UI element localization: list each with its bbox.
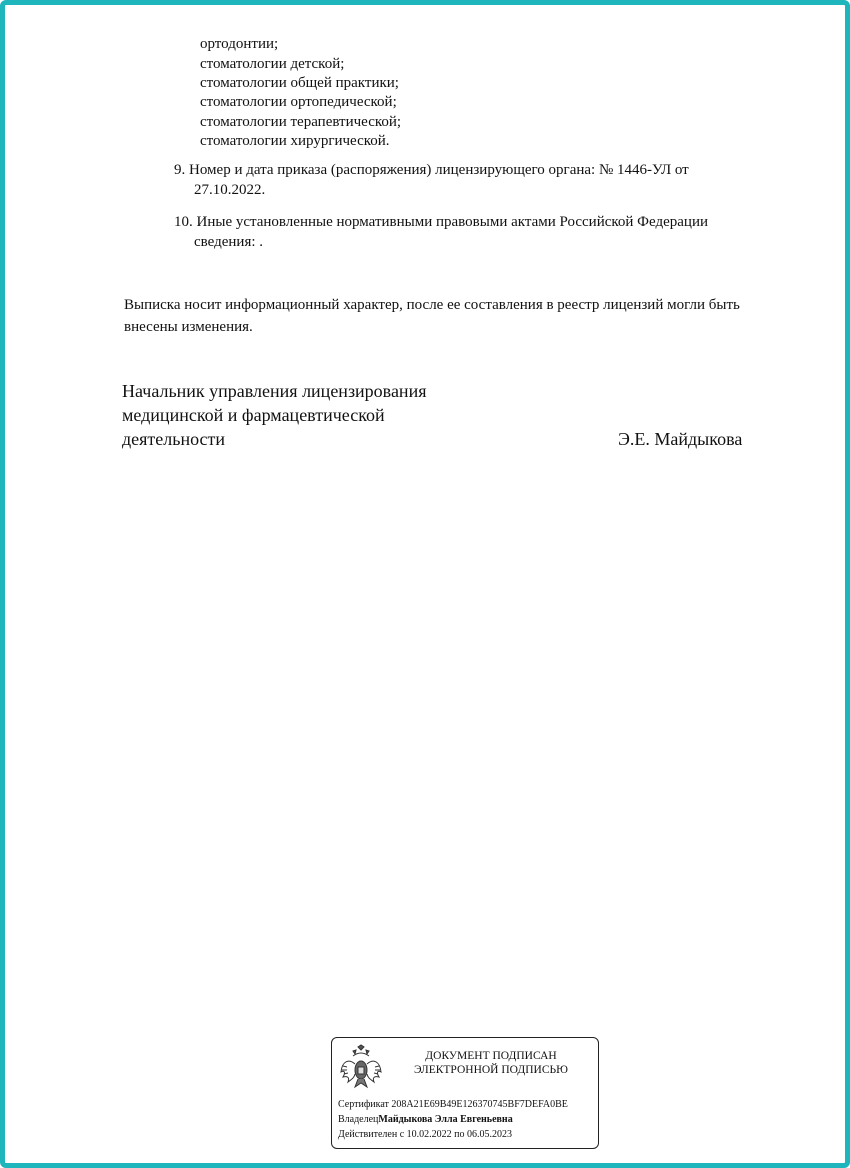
- item-9-line-2: 27.10.2022.: [194, 182, 266, 198]
- specialty-item: стоматологии терапевтической;: [200, 114, 402, 130]
- item-10-line-2: сведения: .: [194, 234, 264, 250]
- specialty-item: стоматологии хирургической.: [200, 133, 390, 149]
- stamp-title-line-2: ЭЛЕКТРОННОЙ ПОДПИСЬЮ: [414, 1064, 568, 1076]
- notice-line-2: внесены изменения.: [124, 319, 253, 335]
- stamp-certificate-label: Сертификат: [338, 1099, 389, 1110]
- specialty-item: стоматологии ортопедической;: [200, 94, 397, 110]
- specialty-item: стоматологии общей практики;: [200, 75, 399, 91]
- stamp-owner-value: Майдыкова Элла Евгеньевна: [378, 1114, 513, 1125]
- notice-line-1: Выписка носит информационный характер, после ее составления в реестр лицензий могли быть: [124, 297, 740, 313]
- stamp-owner-label: Владелец: [338, 1114, 379, 1125]
- signatory-position-line-2: медицинской и фармацевтической: [122, 405, 385, 425]
- signatory-position-line-1: Начальник управления лицензирования: [122, 381, 427, 401]
- specialty-item: стоматологии детской;: [200, 56, 345, 72]
- coat-of-arms-icon: [338, 1044, 384, 1094]
- signatory-position-line-3: деятельности: [122, 429, 226, 449]
- stamp-certificate-value: 208A21E69B49E126370745BF7DEFA0BE: [391, 1099, 568, 1110]
- stamp-title-line-1: ДОКУМЕНТ ПОДПИСАН: [425, 1050, 557, 1062]
- item-10-line-1: 10. Иные установленные нормативными правовыми актами Российской Федерации: [174, 214, 709, 230]
- specialty-item: ортодонтии;: [200, 36, 279, 52]
- item-9-line-1: 9. Номер и дата приказа (распоряжения) лицензирующего органа: № 1446-УЛ от: [174, 162, 689, 178]
- signatory-name: Э.Е. Майдыкова: [618, 429, 743, 449]
- stamp-certificate-row: [338, 1098, 568, 1111]
- electronic-signature-stamp: [331, 1037, 599, 1149]
- stamp-validity: Действителен с 10.02.2022 по 06.05.2023: [338, 1129, 512, 1140]
- stamp-owner-row: [338, 1113, 513, 1126]
